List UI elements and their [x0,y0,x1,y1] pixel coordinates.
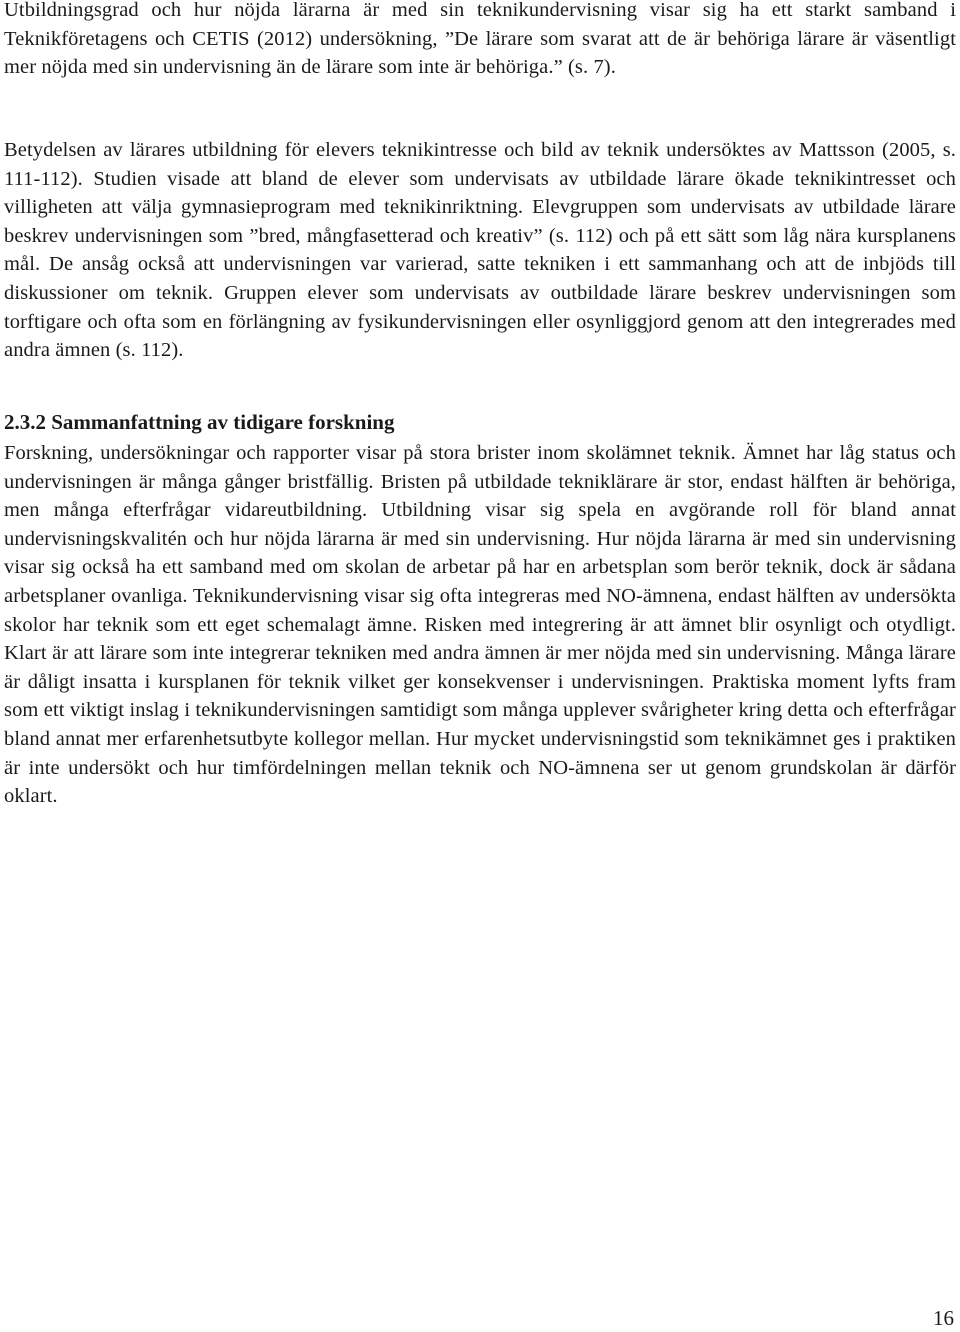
page-number: 16 [933,1306,954,1330]
section-heading: 2.3.2 Sammanfattning av tidigare forskning [4,410,395,434]
paragraph-teacher-satisfaction: Utbildningsgrad och hur nöjda lärarna är med sin teknikundervisning visar sig ha ett starkt samband i Teknikföretagens och CETIS (2012) undersökning, ”De lärare som svarat att de är behöriga lärare är väsentligt mer nöjda med sin undervisning än de lärare som inte är behöriga.” (s. 7). [4,0,956,79]
paragraph-research-summary: Forskning, undersökningar och rapporter visar på stora brister inom skolämnet teknik. Ämnet har låg status och undervisningen är många gånger bristfällig. Bristen på utbildade tekniklärare är stor, endast hälften är behöriga, men många efterfrågar vidareutbildning. Utbildning visar sig spela en avgörande roll för bland annat undervisningskvalitén och hur nöjda lärarna är med sin undervisning. Hur nöjda lärarna är med sin undervisning visar sig också ha ett samband med om skolan de arbetar på har en arbetsplan som berör teknik, dock är sådana arbetsplaner ovanliga. Teknikundervisning visar sig ofta integreras med NO-ämnena, endast hälften av undersökta skolor har teknik som ett eget schemalagt ämne. Risken med integrering är att ämnet blir osynligt och otydligt. Klart är att lärare som inte integrerar tekniken med andra ämnen är mer nöjda med sin undervisning. Många lärare är dåligt insatta i kursplanen för teknik vilket ger konsekvenser i undervisningen. Praktiska moment lyfts fram som ett viktigt inslag i teknikundervisningen samtidigt som många upplever svårigheter kring detta och efterfrågar bland annat mer erfarenhetsutbyte kollegor mellan. Hur mycket undervisningstid som teknikämnet ges i praktiken är inte undersökt och hur timfördelningen mellan teknik och NO-ämnena ser ut genom grundskolan är därför oklart. [4,442,956,808]
paragraph-teacher-education-impact: Betydelsen av lärares utbildning för elevers teknikintresse och bild av teknik undersöktes av Mattsson (2005, s. 111-112). Studien visade att bland de elever som undervisats av utbildade lärare ökade teknikintresset och villigheten att välja gymnasieprogram med teknikinriktning. Elevgruppen som undervisats av utbildade lärare beskrev undervisningen som ”bred, mångfasetterad och kreativ” (s. 112) och på ett sätt som låg nära kursplanens mål. De ansåg också att undervisningen var varierad, satte tekniken i ett sammanhang och att de inbjöds till diskussioner om teknik. Gruppen elever som undervisats av outbildade lärare beskrev undervisningen som torftigare och ofta som en förlängning av fysikundervisningen eller osynliggjord genom att den integrerades med andra ämnen (s. 112). [4,139,956,362]
